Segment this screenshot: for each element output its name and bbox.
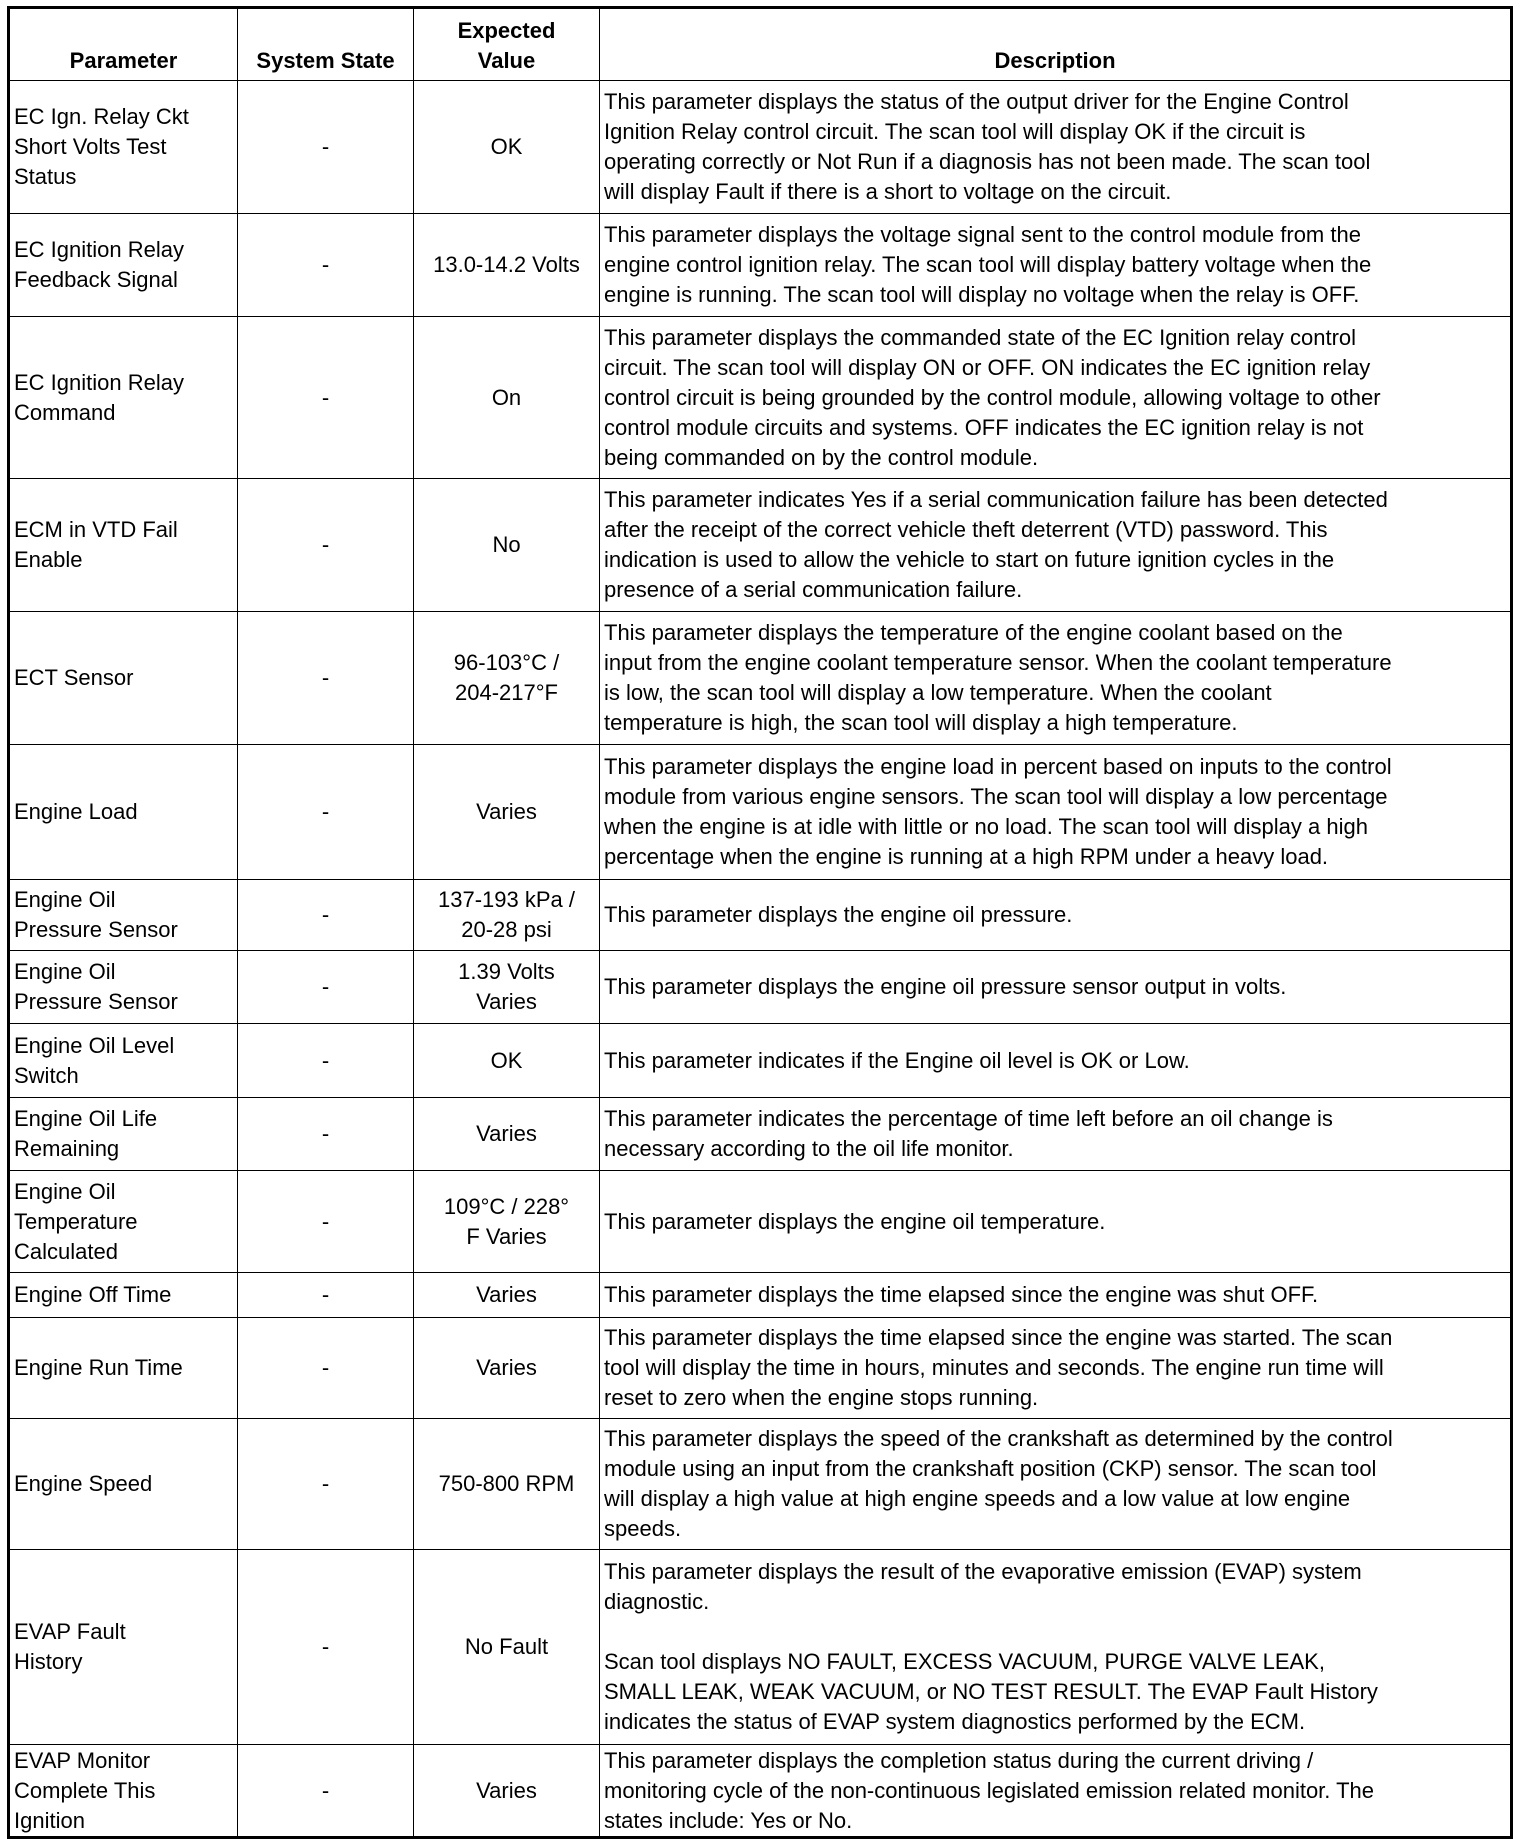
text-line: ECM in VTD Fail (14, 517, 178, 542)
text-line: reset to zero when the engine stops running. (604, 1385, 1039, 1410)
text-line: Engine Oil (14, 959, 116, 984)
text-line: Varies (476, 1777, 537, 1803)
text-line: operating correctly or Not Run if a diagnosis has not been made. The scan tool (604, 149, 1371, 174)
description-cell (600, 1273, 1512, 1318)
expected-value-cell (414, 214, 600, 317)
text-line: diagnostic. (604, 1589, 710, 1614)
text-line: necessary according to the oil life monitor. (604, 1136, 1014, 1161)
expected-value-cell (414, 479, 600, 612)
table-row (9, 1024, 1512, 1098)
description-cell (600, 612, 1512, 745)
text-line: Enable (14, 547, 83, 572)
table-row (9, 81, 1512, 214)
text-line: This parameter displays the speed of the crankshaft as determined by the control (604, 1426, 1393, 1451)
text-line: percentage when the engine is running at a high RPM under a heavy load. (604, 844, 1329, 869)
description-cell (600, 81, 1512, 214)
parameter-cell (9, 479, 238, 612)
header-row (9, 8, 1512, 81)
header-parameter: Parameter (9, 8, 238, 81)
description-cell (600, 1024, 1512, 1098)
text-line: tool will display the time in hours, minutes and seconds. The engine run time will (604, 1355, 1384, 1380)
text-line: Ignition Relay control circuit. The scan tool will display OK if the circuit is (604, 119, 1306, 144)
text-line: Scan tool displays NO FAULT, EXCESS VACUUM, PURGE VALVE LEAK, (604, 1649, 1325, 1674)
text-line: module using an input from the crankshaft position (CKP) sensor. The scan tool (604, 1456, 1377, 1481)
description-cell (600, 1745, 1512, 1838)
description-cell (600, 214, 1512, 317)
text-line: Engine Load (14, 799, 138, 824)
text-line: This parameter displays the voltage signal sent to the control module from the (604, 222, 1361, 247)
text-line: EVAP Monitor (14, 1747, 151, 1773)
parameter-cell (9, 1318, 238, 1419)
parameter-cell (9, 1419, 238, 1550)
text-line: This parameter displays the engine oil pressure sensor output in volts. (604, 974, 1287, 999)
header-line: Expected (457, 18, 556, 43)
text-line: Ignition (14, 1807, 85, 1833)
parameter-table (7, 6, 1513, 1839)
table-row (9, 317, 1512, 479)
text-line: Status (14, 164, 77, 189)
text-line: This parameter displays the temperature of the engine coolant based on the (604, 620, 1343, 645)
text-line: engine is running. The scan tool will display no voltage when the relay is OFF. (604, 282, 1360, 307)
text-line: will display a high value at high engine speeds and a low value at low engine (604, 1486, 1351, 1511)
text-line: Calculated (14, 1238, 118, 1264)
text-line: This parameter indicates if the Engine oil level is OK or Low. (604, 1047, 1190, 1073)
text-line: when the engine is at idle with little or no load. The scan tool will display a high (604, 814, 1368, 839)
table-row (9, 1098, 1512, 1171)
text-line: Remaining (14, 1136, 120, 1161)
text-line: F Varies (466, 1223, 547, 1249)
system-state-cell: - (238, 81, 414, 214)
table-row (9, 1745, 1512, 1838)
text-line: indication is used to allow the vehicle to start on future ignition cycles in the (604, 547, 1335, 572)
expected-value-cell (414, 1745, 600, 1838)
text-line: No Fault (464, 1634, 549, 1659)
system-state-cell: - (238, 479, 414, 612)
parameter-cell (9, 1550, 238, 1745)
description-cell (600, 317, 1512, 479)
expected-value-cell (414, 1024, 600, 1098)
description-cell (600, 1419, 1512, 1550)
text-line: History (14, 1649, 83, 1674)
text-line: input from the engine coolant temperature sensor. When the coolant temperature (604, 650, 1392, 675)
parameter-cell (9, 1171, 238, 1273)
system-state-cell: - (238, 1419, 414, 1550)
text-line: states include: Yes or No. (604, 1807, 853, 1833)
text-line: 137-193 kPa / (438, 887, 575, 912)
expected-value-cell (414, 1098, 600, 1171)
text-line: This parameter indicates Yes if a serial communication failure has been detected (604, 487, 1388, 512)
table-row (9, 479, 1512, 612)
text-line: Engine Speed (14, 1471, 153, 1496)
text-line: circuit. The scan tool will display ON or OFF. ON indicates the EC ignition relay (604, 354, 1371, 380)
table-row (9, 214, 1512, 317)
text-line: Temperature (14, 1208, 138, 1234)
text-line: control module circuits and systems. OFF indicates the EC ignition relay is not (604, 414, 1364, 440)
expected-value-cell (414, 1419, 600, 1550)
text-line: This parameter indicates the percentage of time left before an oil change is (604, 1106, 1333, 1131)
text-line: module from various engine sensors. The scan tool will display a low percentage (604, 784, 1388, 809)
system-state-cell: - (238, 1318, 414, 1419)
text-line: OK (490, 134, 523, 159)
description-cell (600, 745, 1512, 880)
text-line: 204-217°F (455, 680, 558, 705)
expected-value-cell (414, 1171, 600, 1273)
system-state-cell: - (238, 612, 414, 745)
parameter-cell (9, 214, 238, 317)
system-state-cell: - (238, 951, 414, 1024)
text-line: 96-103°C / (453, 650, 560, 675)
text-line: Engine Oil (14, 887, 116, 912)
text-line: Pressure Sensor (14, 989, 178, 1014)
table-row (9, 880, 1512, 951)
system-state-cell: - (238, 1273, 414, 1318)
text-line: This parameter displays the completion status during the current driving / (604, 1747, 1314, 1773)
text-line: Short Volts Test (14, 134, 167, 159)
header-expected-value (414, 8, 600, 81)
expected-value-cell (414, 880, 600, 951)
text-line: Varies (476, 1121, 537, 1146)
paragraph-gap (604, 1617, 1506, 1647)
text-line: This parameter displays the engine oil temperature. (604, 1208, 1106, 1234)
parameter-cell (9, 880, 238, 951)
parameter-cell (9, 1098, 238, 1171)
header-system-state: System State (238, 8, 414, 81)
description-cell (600, 1318, 1512, 1419)
text-line: Varies (476, 1355, 537, 1380)
parameter-cell (9, 745, 238, 880)
table-row (9, 1318, 1512, 1419)
system-state-cell: - (238, 745, 414, 880)
text-line: after the receipt of the correct vehicle theft deterrent (VTD) password. This (604, 517, 1328, 542)
text-line: Varies (476, 799, 537, 824)
table-row (9, 1550, 1512, 1745)
expected-value-cell (414, 951, 600, 1024)
text-line: engine control ignition relay. The scan tool will display battery voltage when the (604, 252, 1372, 277)
text-line: EC Ign. Relay Ckt (14, 104, 189, 129)
expected-value-cell (414, 1550, 600, 1745)
text-line: Engine Run Time (14, 1355, 183, 1380)
expected-value-cell (414, 1273, 600, 1318)
text-line: monitoring cycle of the non-continuous legislated emission related monitor. The (604, 1777, 1375, 1803)
system-state-cell: - (238, 1098, 414, 1171)
text-line: SMALL LEAK, WEAK VACUUM, or NO TEST RESULT. The EVAP Fault History (604, 1679, 1378, 1704)
text-line: indicates the status of EVAP system diagnostics performed by the ECM. (604, 1709, 1306, 1734)
system-state-cell: - (238, 317, 414, 479)
text-line: Engine Oil Life (14, 1106, 158, 1131)
table-row (9, 1419, 1512, 1550)
text-line: is low, the scan tool will display a low temperature. When the coolant (604, 680, 1272, 705)
expected-value-cell (414, 745, 600, 880)
text-line: No (492, 532, 521, 557)
description-cell (600, 1098, 1512, 1171)
text-line: This parameter displays the engine oil pressure. (604, 902, 1073, 927)
text-line: This parameter displays the time elapsed since the engine was shut OFF. (604, 1282, 1319, 1307)
description-cell (600, 1171, 1512, 1273)
text-line: ECT Sensor (14, 665, 134, 690)
text-line: EVAP Fault (14, 1619, 126, 1644)
text-line: On (491, 384, 522, 410)
text-line: 109°C / 228° (443, 1193, 570, 1219)
description-cell (600, 479, 1512, 612)
text-line: Engine Oil (14, 1178, 116, 1204)
parameter-cell (9, 81, 238, 214)
text-line: Complete This (14, 1777, 156, 1803)
table-row (9, 745, 1512, 880)
description-cell (600, 880, 1512, 951)
system-state-cell: - (238, 1550, 414, 1745)
system-state-cell: - (238, 1024, 414, 1098)
text-line: 13.0-14.2 Volts (433, 252, 580, 277)
system-state-cell: - (238, 880, 414, 951)
table-row (9, 951, 1512, 1024)
text-line: Command (14, 399, 116, 425)
text-line: temperature is high, the scan tool will display a high temperature. (604, 710, 1238, 735)
text-line: Engine Oil Level (14, 1032, 175, 1058)
parameter-cell (9, 612, 238, 745)
header-line: Value (477, 48, 536, 73)
table-row (9, 1171, 1512, 1273)
text-line: 1.39 Volts (458, 959, 555, 984)
text-line: Engine Off Time (14, 1282, 172, 1307)
text-line: This parameter displays the status of the output driver for the Engine Control (604, 89, 1349, 114)
text-line: This parameter displays the engine load in percent based on inputs to the control (604, 754, 1392, 779)
table-row (9, 1273, 1512, 1318)
text-line: will display Fault if there is a short to voltage on the circuit. (604, 179, 1172, 204)
text-line: EC Ignition Relay (14, 237, 184, 262)
text-line: Pressure Sensor (14, 917, 178, 942)
text-line: being commanded on by the control module. (604, 444, 1039, 470)
expected-value-cell (414, 81, 600, 214)
expected-value-cell (414, 1318, 600, 1419)
expected-value-cell (414, 612, 600, 745)
text-line: This parameter displays the time elapsed since the engine was started. The scan (604, 1325, 1393, 1350)
header-description: Description (600, 8, 1512, 81)
parameter-cell (9, 1024, 238, 1098)
text-line: Feedback Signal (14, 267, 178, 292)
system-state-cell: - (238, 214, 414, 317)
text-line: presence of a serial communication failure. (604, 577, 1023, 602)
parameter-cell (9, 1745, 238, 1838)
text-line: speeds. (604, 1516, 682, 1541)
table-row (9, 612, 1512, 745)
parameter-cell (9, 317, 238, 479)
system-state-cell: - (238, 1171, 414, 1273)
text-line: 20-28 psi (461, 917, 552, 942)
description-cell (600, 951, 1512, 1024)
text-line: control circuit is being grounded by the control module, allowing voltage to other (604, 384, 1381, 410)
text-line: 750-800 RPM (438, 1471, 575, 1496)
description-cell (600, 1550, 1512, 1745)
text-line: Varies (476, 989, 537, 1014)
text-line: This parameter displays the commanded state of the EC Ignition relay control (604, 324, 1357, 350)
parameter-cell (9, 1273, 238, 1318)
system-state-cell: - (238, 1745, 414, 1838)
expected-value-cell (414, 317, 600, 479)
parameter-cell (9, 951, 238, 1024)
text-line: This parameter displays the result of the evaporative emission (EVAP) system (604, 1559, 1362, 1584)
text-line: EC Ignition Relay (14, 369, 184, 395)
text-line: Varies (476, 1282, 537, 1307)
text-line: OK (490, 1047, 523, 1073)
text-line: Switch (14, 1062, 79, 1088)
